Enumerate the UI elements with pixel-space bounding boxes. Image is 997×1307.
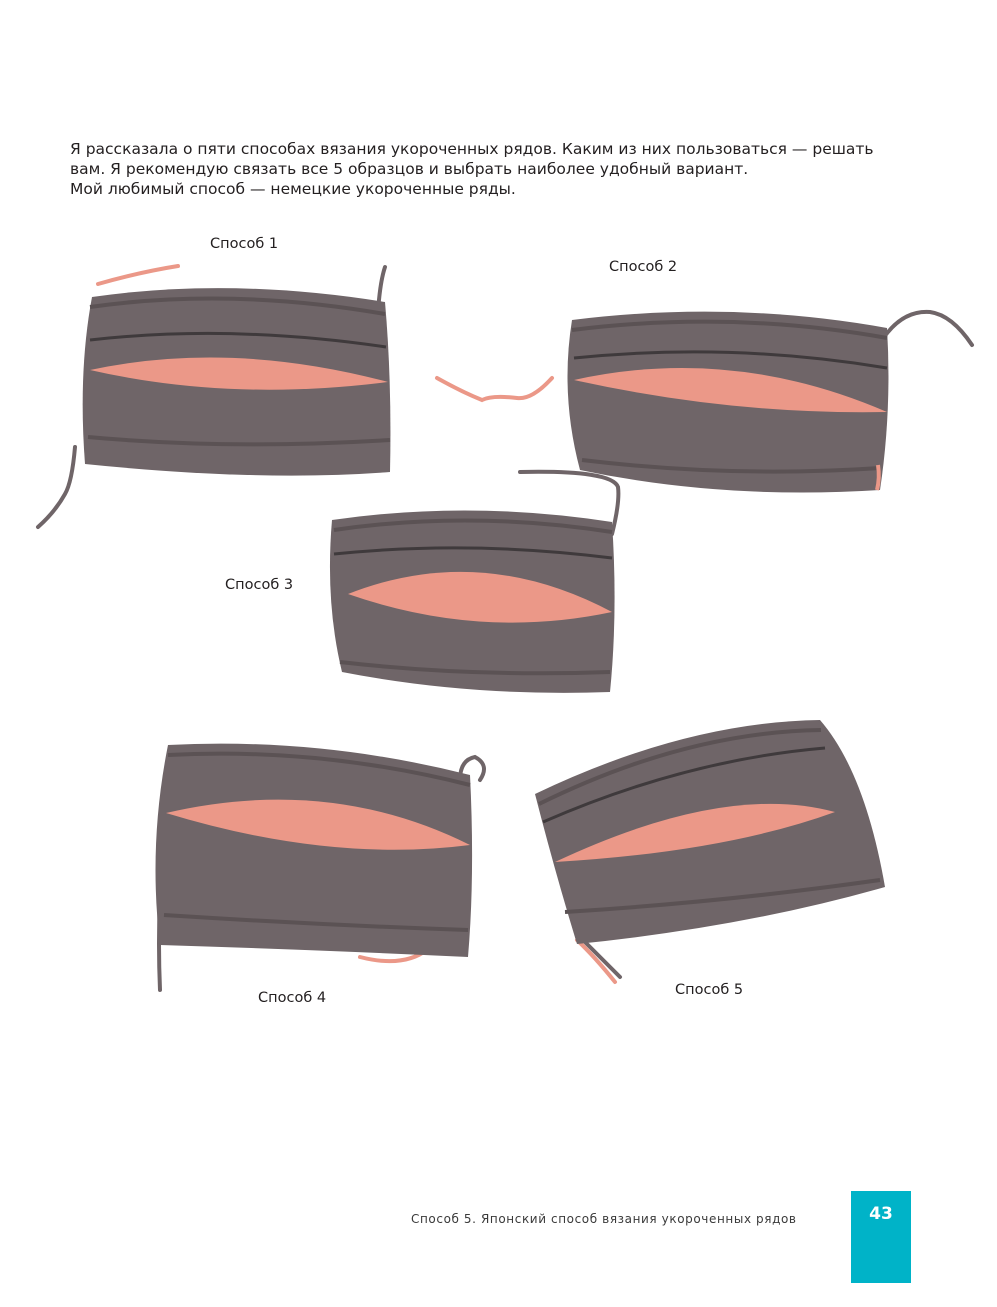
caption-method-2: Способ 2 — [609, 259, 678, 275]
caption-method-5: Способ 5 — [675, 982, 744, 998]
caption-method-4: Способ 4 — [258, 990, 327, 1006]
page-number-tab — [851, 1191, 911, 1283]
intro-line-1: Я рассказала о пяти способах вязания укороченных рядов. Каким из них пользоваться — решать — [70, 140, 874, 158]
running-title: Способ 5. Японский способ вязания укороченных рядов — [411, 1212, 797, 1226]
knit-swatch-5 — [525, 712, 895, 992]
intro-line-3: Мой любимый способ — немецкие укороченные ряды. — [70, 180, 516, 198]
page-number: 43 — [869, 1204, 893, 1224]
knit-swatch-3 — [320, 462, 640, 702]
intro-line-2: вам. Я рекомендую связать все 5 образцов и выбрать наиболее удобный вариант. — [70, 160, 749, 178]
knit-swatch-4 — [130, 735, 480, 995]
intro-text — [70, 139, 900, 199]
caption-method-1: Способ 1 — [210, 236, 279, 252]
caption-method-3: Способ 3 — [225, 577, 294, 593]
